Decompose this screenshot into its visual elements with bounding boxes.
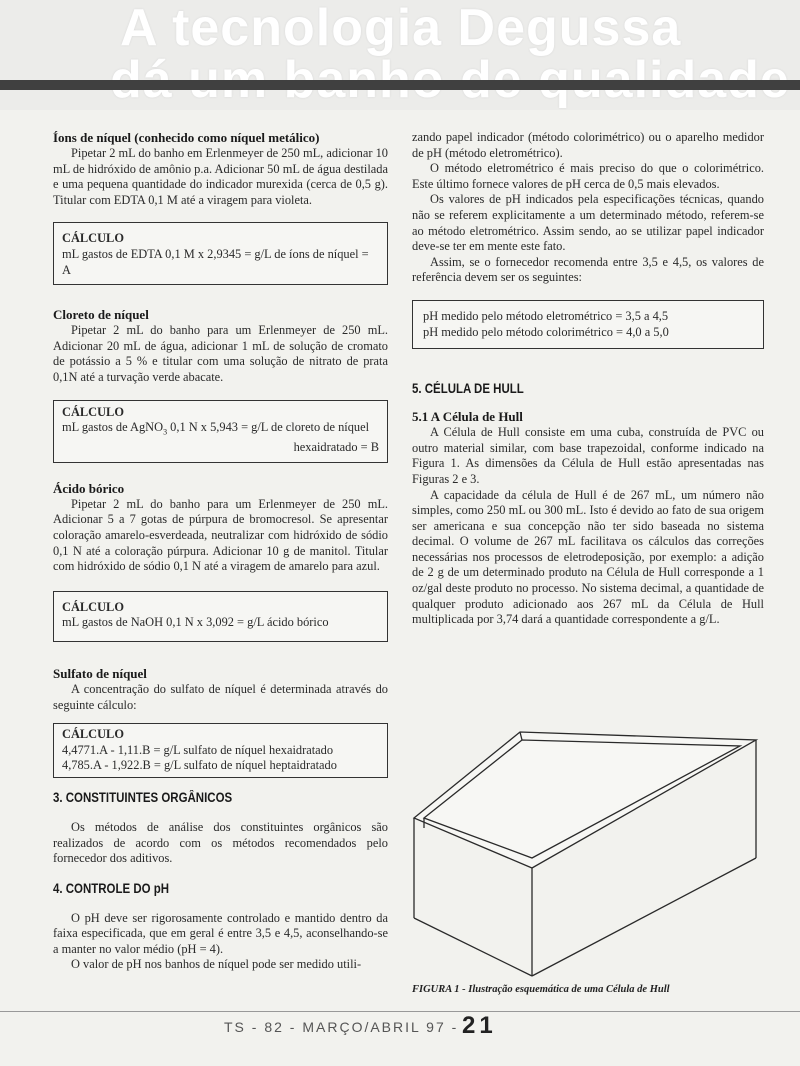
page-header (0, 0, 800, 110)
footer-divider (0, 1011, 800, 1012)
paragraph-ions-niquel: Pipetar 2 mL do banho em Erlenmeyer de 250 mL, adicionar 10 mL de hidróxido de amônio p.a. Adicionar 50 mL de água destilada e uma pequena quantidade do indicador murexida (cerca de 0,5 g). Titular com EDTA 0,1 M até a viragem para violeta. (53, 146, 388, 207)
section-heading-celula-hull: 5. CÉLULA DE HULL (412, 381, 524, 397)
heading-sulfato-niquel: Sulfato de níquel (53, 665, 147, 681)
paragraph-celula-hull-1: A Célula de Hull consiste em uma cuba, construída de PVC ou outro material similar, com base trapezoidal, conforme indicado na Figura 1. As dimensões da Célula de Hull estão apresentadas nas Figuras 2 e 3. (412, 425, 764, 486)
ph-values-box (412, 300, 764, 349)
paragraph-sulfato-niquel: A concentração do sulfato de níquel é determinada através do seguinte cálculo: (53, 681, 388, 712)
page-number: 21 (462, 1012, 497, 1039)
calc-box-title: CÁLCULO (62, 727, 124, 742)
section-heading-controle-ph: 4. CONTROLE DO pH (53, 880, 170, 896)
calc-formula: mL gastos de EDTA 0,1 M x 2,9345 = g/L de íons de níquel = A (62, 246, 369, 277)
paragraph-constituintes: Os métodos de análise dos constituintes orgânicos são realizados de acordo com os métodos recomendados pelo fornecedor dos aditivos. (53, 819, 388, 866)
calc-formula (62, 420, 379, 440)
paragraph-controle-ph-1: O pH deve ser rigorosamente controlado e mantido dentro da faixa especificada, que em geral é entre 3,5 e 4,5, aconselhando-se a manter no valor médio (pH = 4). (53, 910, 388, 956)
figure-caption: FIGURA 1 - Ilustração esquemática de uma Célula de Hull (412, 984, 670, 995)
calc-box-title: CÁLCULO (62, 231, 124, 246)
subheading-celula-hull: 5.1 A Célula de Hull (412, 409, 523, 425)
calc-formula-line2: 4,785.A - 1,922.B = g/L sulfato de níquel heptaidratado (62, 758, 337, 773)
paragraph-acido-borico: Pipetar 2 mL do banho para um Erlenmeyer de 250 mL. Adicionar 5 a 7 gotas de púrpura de bromocresol. Se apresentar coloração amarelo-esverdeada, neutralizar com hidróxido de sódio 0,1 N até a coloração púrpura. Adicionar 10 g de manitol. Titular com hidróxido de sódio 0,1 N até a viragem de amarelo para azul. (53, 496, 388, 574)
hull-cell-figure (412, 718, 764, 980)
paragraph-especificacoes: Os valores de pH indicados pela especificações técnicas, quando não se referem explicitamente a um determinado método, referem-se ao método eletrométrico. Assim sendo, ao se utilizar papel indicador deve-se ter em mente este fato. (412, 192, 764, 254)
calc-box-cloreto-niquel (53, 400, 388, 463)
header-divider-bar (0, 80, 800, 90)
right-column (412, 130, 764, 628)
calc-formula-part: mL gastos de AgNO (62, 420, 164, 435)
calc-box-sulfato-niquel (53, 723, 388, 778)
header-title-line1: A tecnologia Degussa (120, 0, 682, 57)
ph-value-line1: pH medido pelo método eletrométrico = 3,5 a 4,5 (423, 308, 669, 323)
footer-issue-text: TS - 82 - MARÇO/ABRIL 97 - (224, 1019, 459, 1035)
calc-box-acido-borico (53, 591, 388, 642)
page-footer (0, 1012, 800, 1066)
hull-cell-drawing (414, 732, 756, 976)
paragraph-controle-ph-2: O valor de pH nos banhos de níquel pode ser medido utili- (71, 957, 362, 972)
heading-cloreto-niquel: Cloreto de níquel (53, 307, 149, 323)
paragraph-metodo-eletrometrico: O método eletrométrico é mais preciso do que o colorimétrico. Este último fornece valores de pH cerca de 0,5 mais elevados. (412, 161, 764, 191)
calc-formula-line2: hexaidratado = B (293, 440, 379, 455)
left-column (53, 130, 388, 973)
paragraph-referencia: Assim, se o fornecedor recomenda entre 3,5 e 4,5, os valores de referência devem ser os seguintes: (412, 254, 764, 285)
paragraph-cloreto-niquel: Pipetar 2 mL do banho para um Erlenmeyer de 250 mL. Adicionar 20 mL de água, adicionar 1 mL de solução de cromato de potássio a 5 % e titular com uma solução de nitrato de prata 0,1N até a turvação verde abacate. (53, 323, 388, 384)
calc-box-title: CÁLCULO (62, 599, 124, 614)
heading-ions-niquel: Íons de níquel (conhecido como níquel metálico) (53, 130, 320, 145)
heading-acido-borico: Ácido bórico (53, 480, 125, 496)
ph-value-line2: pH medido pelo método colorimétrico = 4,0 a 5,0 (423, 324, 669, 339)
calc-formula-part: 0,1 N x 5,943 = g/L de cloreto de níquel (167, 420, 370, 435)
paragraph-celula-hull-2: A capacidade da célula de Hull é de 267 mL, um número não simples, como 250 mL ou 300 mL. Isto é devido ao fato de sua origem ser americana e sua concepção não ter sido baseada no sistema decimal. O volume de 267 mL facilitava os cálculos das correções necessárias nos processos de eletrodeposição, por exemplo: a adição de 2 g de um determinado produto na Célula de Hull corresponde a 1 oz/gal deste produto no processo. No sistema decimal, a quantidade de qualquer produto adicionado aos 267 mL da Célula de Hull multiplicada por 3,74 dará a quantidade correspondente a g/L. (412, 487, 764, 627)
calc-formula-line1: 4,4771.A - 1,11.B = g/L sulfato de níquel hexaidratado (62, 742, 334, 757)
header-title (120, 2, 800, 106)
subscript: 3 (163, 427, 168, 437)
calc-box-ions-niquel (53, 222, 388, 285)
paragraph-continuation: zando papel indicador (método colorimétrico) ou o aparelho medidor de pH (método eletrométrico). (412, 130, 764, 160)
section-heading-constituintes: 3. CONSTITUINTES ORGÂNICOS (53, 789, 233, 805)
calc-formula: mL gastos de NaOH 0,1 N x 3,092 = g/L ácido bórico (62, 615, 329, 630)
calc-box-title: CÁLCULO (62, 404, 124, 419)
